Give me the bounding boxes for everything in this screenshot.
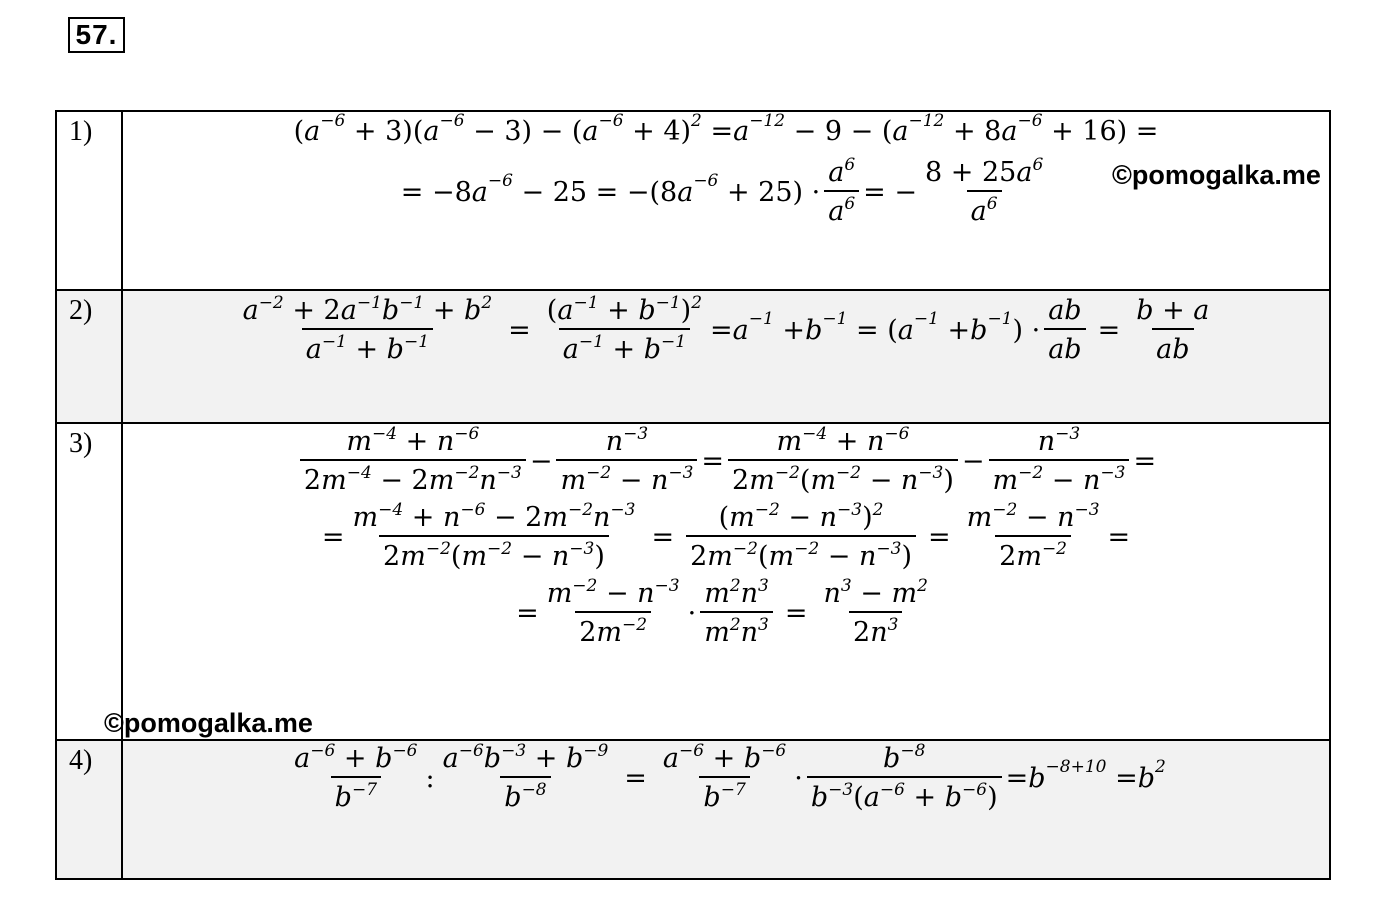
fraction: $\frac{m^{-2} - n^{-3}}{2m^{-2}}$: [546, 576, 680, 648]
fraction: $\frac{a^{-6} + b^{-6}}{b^{-7}}$: [294, 741, 418, 813]
solution-1: [122, 111, 1330, 290]
equation-line: $\frac{a^{-6} + b^{-6}}{b^{-7}}$ : $\frac{a^{-6}b^{-3} + b^{-9}}{b^{-8}}$ = $\frac{a^{-6} + b^{-6}}{b^{-7}}$ · $\frac{b^{-8}}{b^{-3}(a^{-6} + b^{-6})}$ = b $^{-8+10}$ = b $^2$: [123, 743, 1329, 813]
equation-line: = $\frac{m^{-4} + n^{-6} - 2m^{-2}n^{-3}}{2m^{-2}(m^{-2} - n^{-3})}$ = $\frac{(m^{-2} - n^{-3})^2}{2m^{-2}(m^{-2} - n^{-3})}$ = $\frac{m^{-2} - n^{-3}}{2m^{-2}}$ =: [321, 500, 1131, 572]
solution-2: [122, 290, 1330, 423]
solution-4: [122, 740, 1330, 879]
solution-row-2: [56, 290, 1330, 423]
solution-row-3: [56, 423, 1330, 740]
equation-line: $\frac{a^{-2} + 2a^{-1}b^{-1} + b^2}{a^{-1} + b^{-1}}$ = $\frac{(a^{-1} + b^{-1})^2}{a^{-1} + b^{-1}}$ = a $^{-1}$ + b $^{-1}$ = ( a $^{-1}$ + b $^{-1}$ ) · $\frac{ab}{ab}$ = $\frac{b + a}{ab}$: [123, 295, 1329, 365]
fraction: $\frac{(m^{-2} - n^{-3})^2}{2m^{-2}(m^{-2} - n^{-3})}$: [686, 502, 916, 572]
fraction: $\frac{a^6}{a^6}$: [824, 157, 859, 227]
solutions-table: [55, 110, 1331, 880]
solution-3: [122, 423, 1330, 740]
fraction: $\frac{(a^{-1} + b^{-1})^2}{a^{-1} + b^{-1}}$: [546, 293, 703, 365]
row-label: 1): [56, 111, 122, 290]
watermark-bottom: ©pomogalka.me: [104, 708, 313, 738]
equation-line: = −8 a $^{-6}$ − 25 = −(8 a $^{-6}$ + 25) · $\frac{a^6}{a^6}$ = − $\frac{8 + 25a^6}{a^6}$: [123, 157, 1329, 227]
fraction: $\frac{a^{-6}b^{-3} + b^{-9}}{b^{-8}}$: [442, 741, 609, 813]
watermark-top: ©pomogalka.me: [1112, 160, 1321, 190]
equation-line: ( a $^{-6}$ + 3)( a $^{-6}$ − 3) − ( a $^{-6}$ + 4) $^2$ = a $^{-12}$ − 9 − ( a $^{-12}$ + 8 a $^{-6}$ + 16) =: [293, 110, 1159, 147]
fraction: $\frac{n^{-3}}{m^{-2} - n^{-3}}$: [989, 426, 1130, 496]
row-label: 3): [56, 423, 122, 740]
fraction: $\frac{n^{-3}}{m^{-2} - n^{-3}}$: [556, 426, 697, 496]
fraction: $\frac{ab}{ab}$: [1044, 295, 1085, 365]
equation-line: $\frac{m^{-4} + n^{-6}}{2m^{-4} - 2m^{-2}n^{-3}}$ − $\frac{n^{-3}}{m^{-2} - n^{-3}}$ = $\frac{m^{-4} + n^{-6}}{2m^{-2}(m^{-2} - n^{-3})}$ − $\frac{n^{-3}}{m^{-2} - n^{-3}}$ =: [123, 426, 1329, 496]
fraction: $\frac{m^{-2} - n^{-3}}{2m^{-2}}$: [966, 500, 1100, 572]
solution-row-1: [56, 111, 1330, 290]
fraction: $\frac{b + a}{ab}$: [1136, 295, 1210, 365]
equation-line: = $\frac{m^{-2} - n^{-3}}{2m^{-2}}$ · $\frac{m^2n^3}{m^2n^3}$ = $\frac{n^3 - m^2}{2n^3}$: [123, 578, 1329, 648]
fraction: $\frac{8 + 25a^6}{a^6}$: [925, 155, 1044, 227]
fraction: $\frac{b^{-8}}{b^{-3}(a^{-6} + b^{-6})}$: [807, 743, 1002, 813]
fraction: $\frac{n^3 - m^2}{2n^3}$: [823, 576, 928, 648]
fraction: $\frac{m^{-4} + n^{-6} - 2m^{-2}n^{-3}}{2m^{-2}(m^{-2} - n^{-3})}$: [352, 500, 636, 572]
problem-number: 57.: [68, 17, 125, 53]
fraction: $\frac{a^{-6} + b^{-6}}{b^{-7}}$: [662, 741, 787, 813]
solution-row-4: [56, 740, 1330, 879]
fraction: $\frac{m^{-4} + n^{-6}}{2m^{-4} - 2m^{-2}n^{-3}}$: [300, 426, 526, 496]
row-label: 4): [56, 740, 122, 879]
fraction: $\frac{m^2n^3}{m^2n^3}$: [700, 578, 773, 648]
fraction: $\frac{a^{-2} + 2a^{-1}b^{-1} + b^2}{a^{-1} + b^{-1}}$: [242, 293, 493, 365]
fraction: $\frac{m^{-4} + n^{-6}}{2m^{-2}(m^{-2} - n^{-3})}$: [728, 426, 958, 496]
row-label: 2): [56, 290, 122, 423]
